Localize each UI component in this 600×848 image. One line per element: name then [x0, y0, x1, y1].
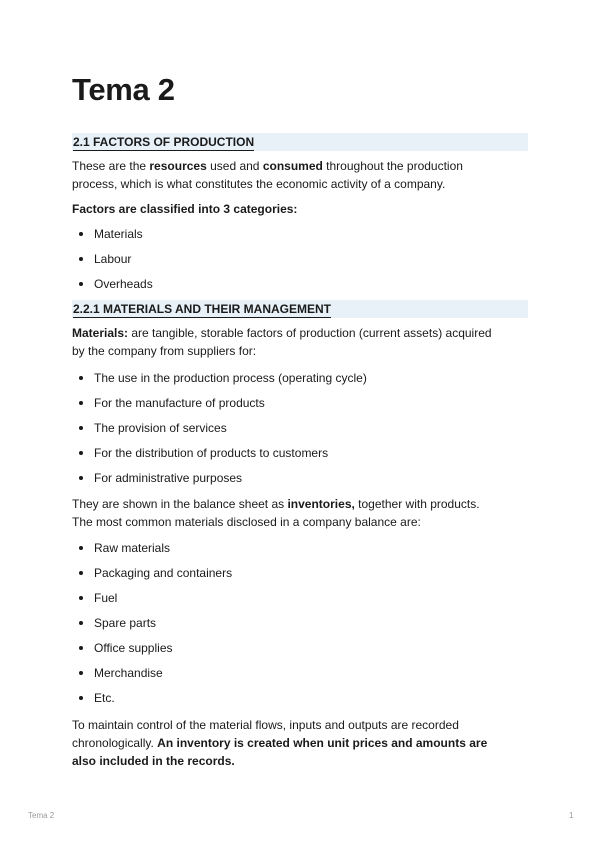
- list-item: The use in the production process (operating cycle): [72, 369, 367, 394]
- section-heading-text: 2.2.1 MATERIALS AND THEIR MANAGEMENT: [73, 302, 332, 316]
- list-item: Raw materials: [72, 539, 232, 564]
- purposes-list: [72, 369, 367, 494]
- footer-page-number: 1: [569, 811, 574, 820]
- list-item: Labour: [72, 250, 153, 275]
- section-heading-materials: [72, 300, 528, 318]
- list-item: For the manufacture of products: [72, 394, 367, 419]
- list-item: Spare parts: [72, 614, 232, 639]
- list-item: Fuel: [72, 589, 232, 614]
- categories-label: Factors are classified into 3 categories:: [72, 202, 298, 216]
- control-paragraph-line1: To maintain control of the material flows, inputs and outputs are recorded: [72, 718, 459, 732]
- section-heading-text: 2.1 FACTORS OF PRODUCTION: [73, 135, 255, 149]
- intro-paragraph-line1: These are the resources used and consumed throughout the production: [72, 159, 463, 173]
- intro-paragraph-line2: process, which is what constitutes the economic activity of a company.: [72, 177, 446, 191]
- page-title: Tema 2: [72, 72, 175, 107]
- footer-document-name: Tema 2: [28, 811, 55, 820]
- balance-paragraph-line1: They are shown in the balance sheet as inventories, together with products.: [72, 497, 480, 511]
- definition-paragraph-line2: by the company from suppliers for:: [72, 344, 257, 358]
- list-item: Etc.: [72, 689, 232, 714]
- list-item: Materials: [72, 225, 153, 250]
- list-item: Office supplies: [72, 639, 232, 664]
- list-item: Merchandise: [72, 664, 232, 689]
- list-item: Packaging and containers: [72, 564, 232, 589]
- section-heading-factors: [72, 133, 528, 151]
- definition-paragraph-line1: Materials: are tangible, storable factors of production (current assets) acquired: [72, 326, 492, 340]
- categories-list: [72, 225, 153, 300]
- list-item: Overheads: [72, 275, 153, 300]
- control-paragraph-line2: chronologically. An inventory is created when unit prices and amounts are: [72, 736, 488, 750]
- materials-list: [72, 539, 232, 714]
- list-item: For the distribution of products to customers: [72, 444, 367, 469]
- list-item: For administrative purposes: [72, 469, 367, 494]
- balance-paragraph-line2: The most common materials disclosed in a company balance are:: [72, 515, 421, 529]
- control-paragraph-line3: also included in the records.: [72, 754, 235, 768]
- list-item: The provision of services: [72, 419, 367, 444]
